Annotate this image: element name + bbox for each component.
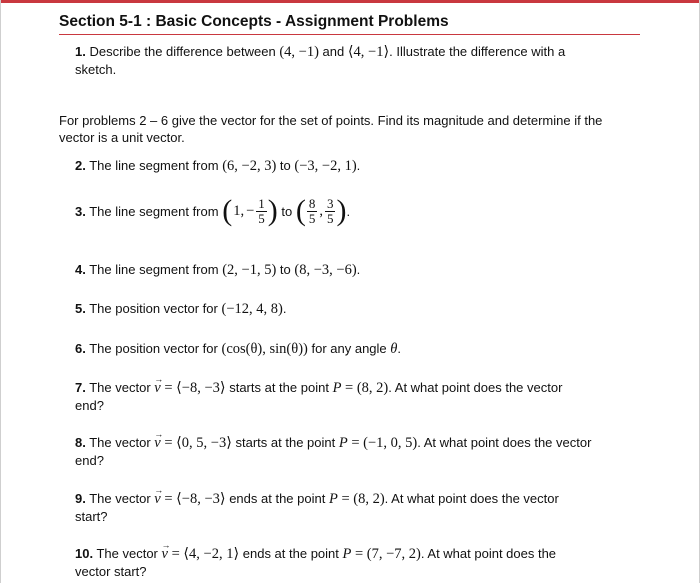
math-point: (8, −3, −6) [294, 262, 357, 278]
math-point: (2, −1, 5) [222, 262, 277, 278]
problem-text: for any angle [311, 341, 387, 356]
problem-number: 2. [75, 158, 86, 173]
page-border-left [0, 0, 1, 583]
problem-2 [75, 157, 360, 175]
problem-10 [75, 545, 655, 580]
page-title: Section 5-1 : Basic Concepts - Assignment Problems [59, 13, 449, 30]
problem-text: starts at the point [229, 380, 329, 395]
problem-number: 9. [75, 491, 86, 506]
math-point-label: P [332, 380, 342, 396]
problem-text: The vector [89, 491, 151, 506]
problem-7-line-2: end? [75, 398, 104, 413]
problem-9-line-2: start? [75, 509, 108, 524]
title-divider [59, 34, 640, 35]
problem-text: . [356, 158, 361, 173]
problem-8-line-1 [75, 434, 675, 452]
math-vector-v: v → [154, 491, 160, 508]
math-point-value: = (8, 2) [341, 491, 385, 507]
problem-7 [75, 379, 655, 414]
fraction: $\frac{3}{5}$ [326, 195, 334, 226]
math-point-label: P [328, 491, 338, 507]
problem-text: The position vector for [89, 341, 218, 356]
problem-9 [75, 490, 655, 525]
problem-text: The line segment from [89, 203, 219, 219]
math-vector-value: = ⟨0, 5, −3⟩ [164, 435, 232, 451]
problem-text: starts at the point [235, 435, 336, 450]
problem-text: . [397, 341, 402, 356]
math-point-value: = (7, −7, 2) [355, 546, 421, 562]
math-vector-value: = ⟨−8, −3⟩ [164, 380, 226, 396]
problem-text: The line segment from [89, 158, 219, 173]
problem-number: 6. [75, 341, 86, 356]
problem-text: . [346, 203, 351, 219]
problem-number: 8. [75, 435, 86, 450]
problem-8-line-2: end? [75, 453, 104, 468]
intro-line-2: vector is a unit vector. [59, 130, 185, 145]
problem-1-line-1 [75, 43, 635, 61]
problem-text: . [282, 301, 287, 316]
math-point-fraction-b: ( $\frac{8}{5}$ , $\frac{3}{5}$ ) [295, 194, 347, 227]
math-vector-v: v → [154, 435, 160, 452]
problem-text: The vector [96, 546, 158, 561]
math-point: (−3, −2, 1) [294, 158, 357, 174]
math-theta: θ [390, 341, 398, 357]
problem-text: . At what point does the vector [388, 380, 563, 395]
problem-text: . At what point does the [420, 546, 557, 561]
problem-text: The line segment from [89, 262, 219, 277]
problem-text: to [281, 203, 293, 219]
problem-text: . Illustrate the difference with a [389, 44, 566, 59]
math-point-value: = (8, 2) [345, 380, 389, 396]
math-vector-v: v → [154, 380, 160, 397]
problem-text: . [356, 262, 361, 277]
problem-1-line-2: sketch. [75, 62, 117, 77]
math-vector-v: v → [162, 546, 168, 563]
problem-10-line-2: vector start? [75, 564, 147, 579]
problem-text: . At what point does the vector [417, 435, 592, 450]
problem-number: 1. [75, 44, 86, 59]
problem-8 [75, 434, 675, 469]
math-point: (4, −1) [279, 44, 319, 60]
problem-text: to [279, 262, 291, 277]
problem-10-line-1 [75, 545, 655, 563]
problem-text: The position vector for [89, 301, 218, 316]
math-point: (6, −2, 3) [222, 158, 277, 174]
problem-text: to [279, 158, 291, 173]
problem-9-line-1 [75, 490, 655, 508]
math-point-value: = (−1, 0, 5) [351, 435, 418, 451]
problem-3 [75, 196, 350, 226]
problem-text: The vector [89, 380, 151, 395]
problem-text: and [322, 44, 345, 59]
problem-6 [75, 340, 401, 358]
problem-4 [75, 261, 360, 279]
problem-text: The vector [89, 435, 151, 450]
math-point-label: P [342, 546, 352, 562]
math-vector: ⟨4, −1⟩ [347, 44, 390, 60]
problem-text: . At what point does the vector [384, 491, 559, 506]
problem-number: 5. [75, 301, 86, 316]
top-accent-bar [0, 0, 700, 3]
problem-text: ends at the point [229, 491, 326, 506]
problem-number: 4. [75, 262, 86, 277]
math-vector-value: = ⟨4, −2, 1⟩ [171, 546, 240, 562]
problem-1 [75, 43, 635, 78]
math-point-label: P [338, 435, 348, 451]
math-point: (cos(θ), sin(θ)) [221, 341, 308, 357]
fraction: $\frac{1}{5}$ [258, 195, 265, 226]
intro-line-1: For problems 2 – 6 give the vector for the set of points. Find its magnitude and determine if the [59, 113, 603, 128]
problem-7-line-1 [75, 379, 655, 397]
math-vector-value: = ⟨−8, −3⟩ [164, 491, 226, 507]
problem-5 [75, 300, 286, 318]
math-point-fraction-a: ( 1, − $\frac{1}{5}$ ) [222, 194, 278, 227]
problem-text: ends at the point [242, 546, 339, 561]
problem-text: Describe the difference between [89, 44, 276, 59]
problem-number: 7. [75, 380, 86, 395]
fraction: $\frac{8}{5}$ [308, 195, 316, 226]
problems-2-6-intro [59, 112, 634, 146]
problem-number: 10. [75, 546, 94, 561]
math-point: (−12, 4, 8) [221, 301, 283, 317]
problem-number: 3. [75, 203, 86, 219]
